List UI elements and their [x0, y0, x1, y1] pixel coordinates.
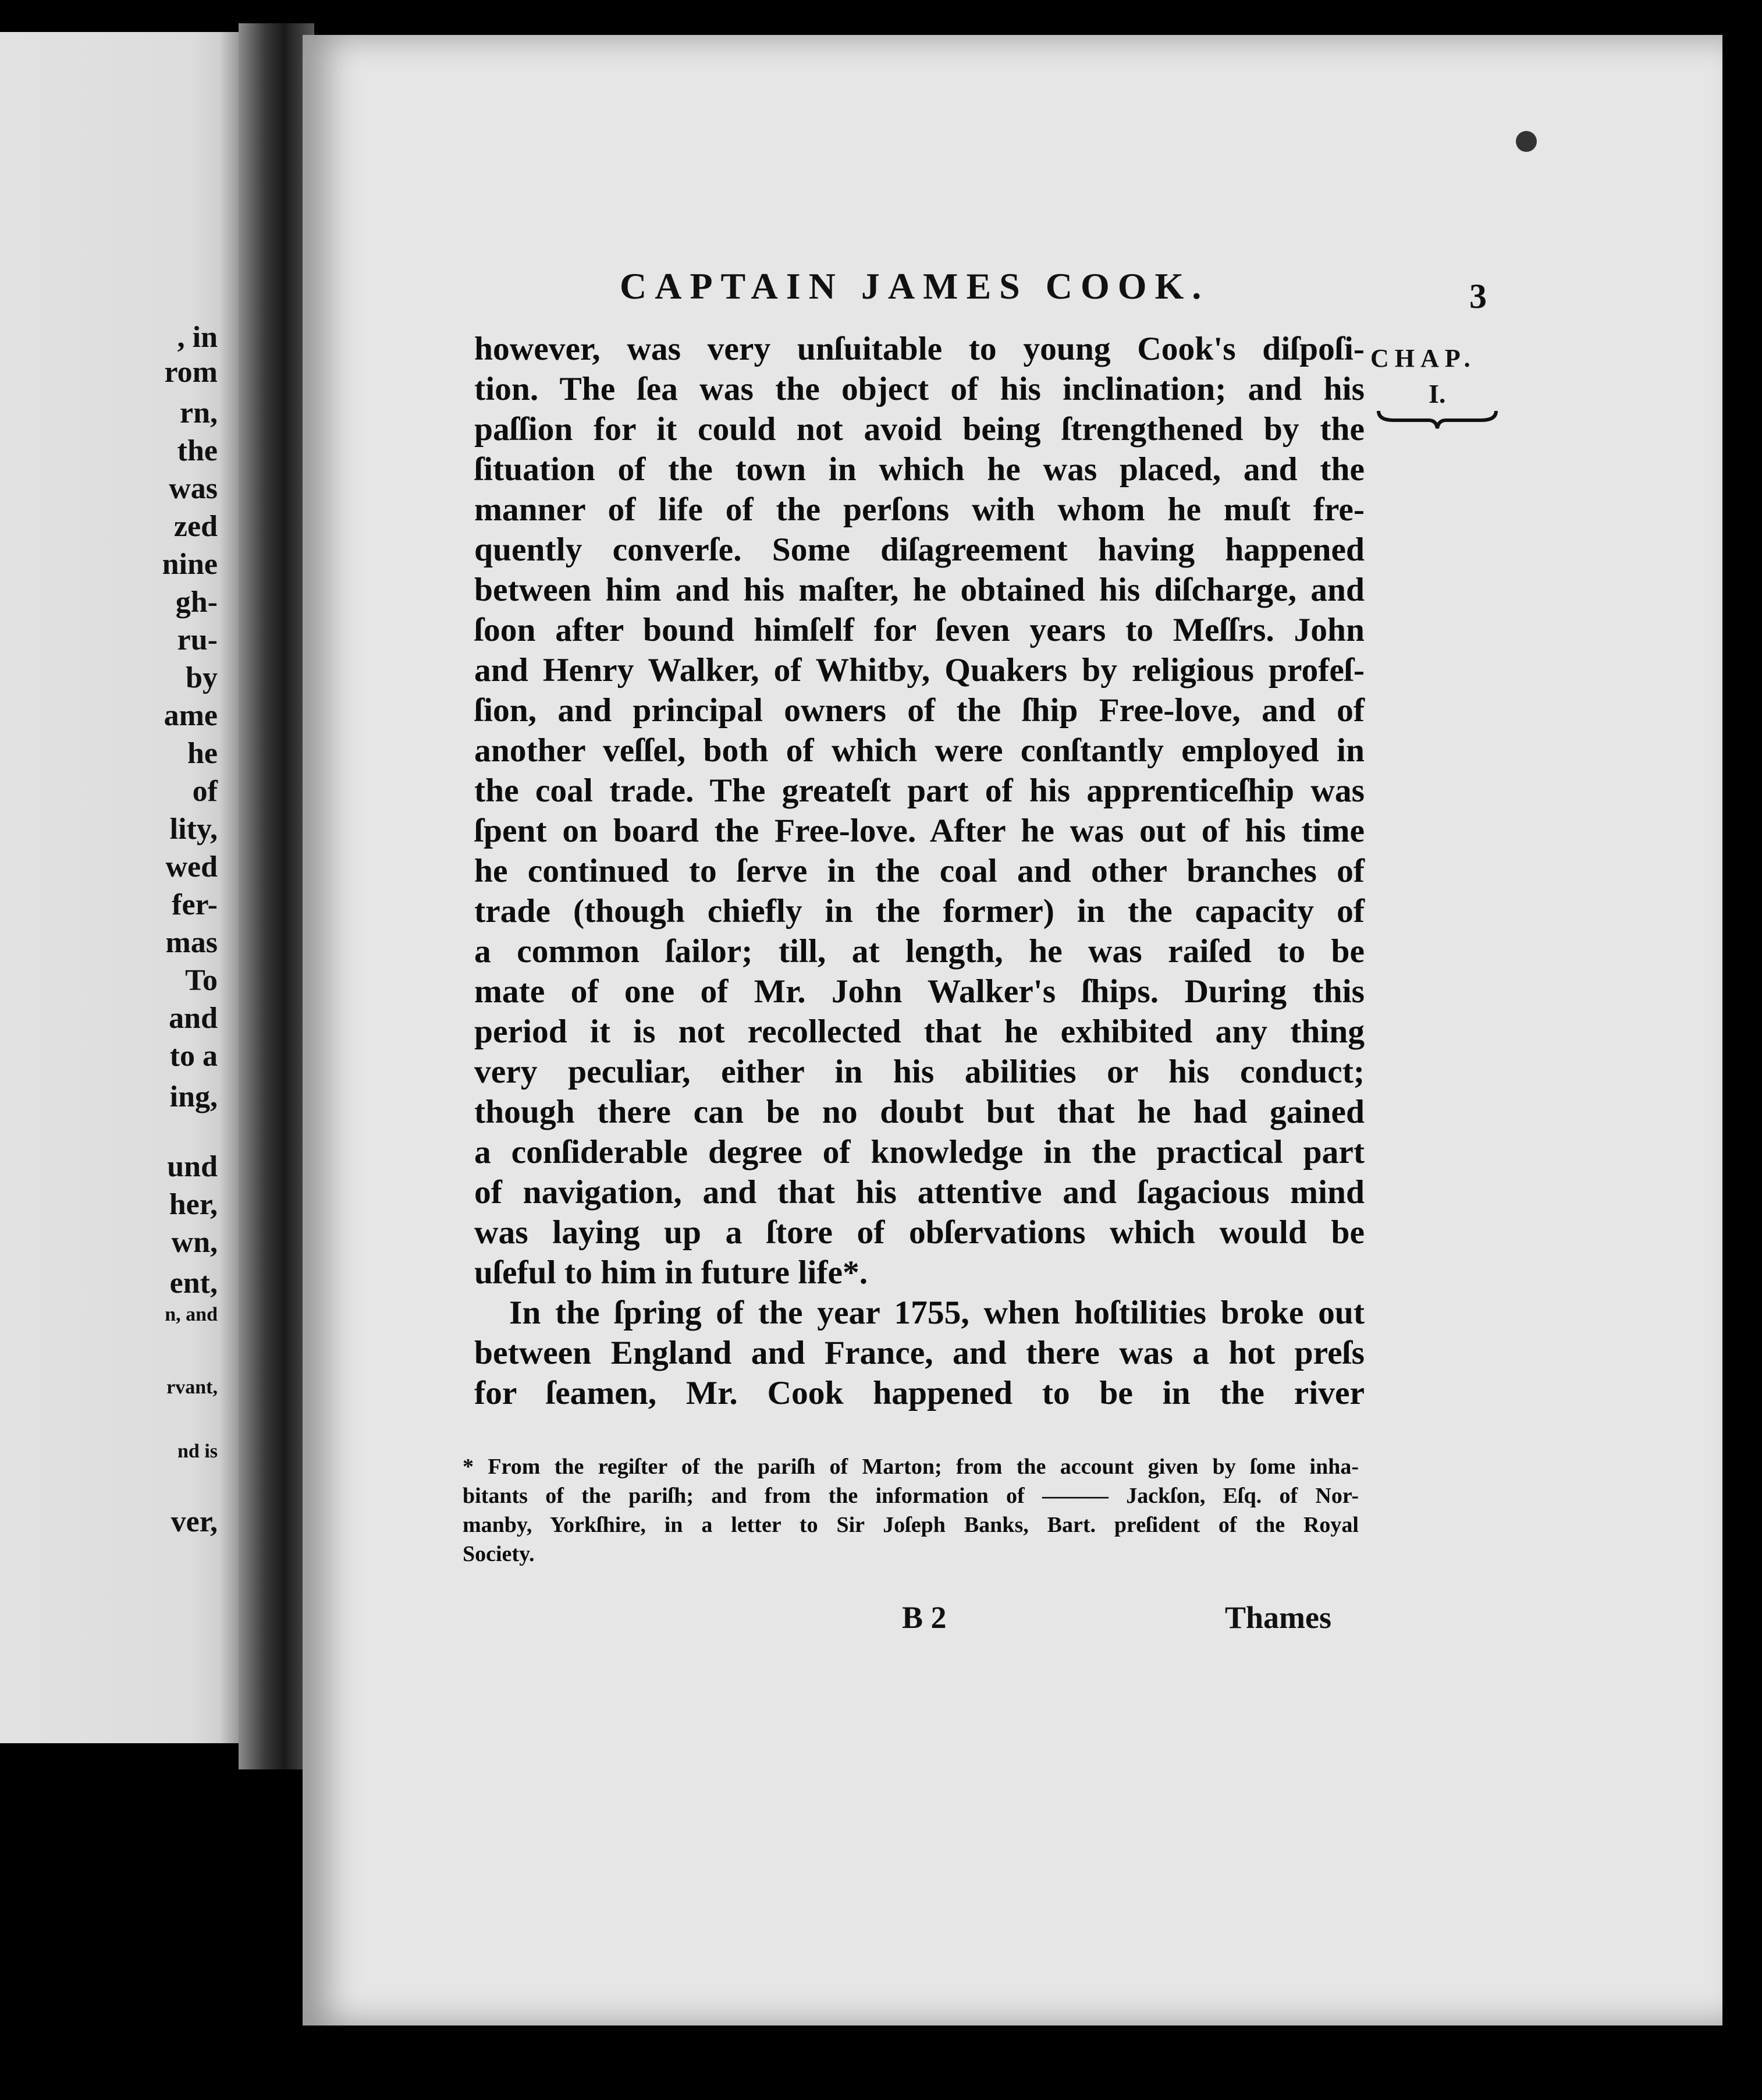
signature-mark: B 2 — [902, 1600, 947, 1635]
body-line: between him and his maſter, he obtained his diſcharge, and — [474, 572, 1365, 608]
previous-page-text — [0, 32, 239, 1743]
body-text — [474, 329, 1365, 1413]
previous-page-line: , in — [177, 321, 218, 354]
body-line: of navigation, and that his attentive and ſagacious mind — [474, 1174, 1365, 1211]
body-line: and Henry Walker, of Whitby, Quakers by religious profeſ- — [474, 652, 1365, 689]
catchword: Thames — [1225, 1600, 1332, 1635]
body-line: ſituation of the town in which he was placed, and the — [474, 451, 1365, 488]
footnote-line: Society. — [463, 1542, 535, 1566]
previous-page-line: rn, — [180, 396, 218, 430]
body-line: ſion, and principal owners of the ſhip Free-love, and of — [474, 692, 1365, 729]
footnote-line: manby, Yorkſhire, in a letter to Sir Joſeph Banks, Bart. preſident of the Royal — [463, 1513, 1359, 1537]
previous-page-line: lity, — [169, 813, 218, 846]
previous-page-line: und — [167, 1150, 218, 1183]
previous-page-line: he — [187, 737, 218, 770]
body-line: though there can be no doubt but that he had gained — [474, 1094, 1365, 1130]
footnote-line: bitants of the pariſh; and from the information of ——— Jackſon, Eſq. of Nor- — [463, 1484, 1359, 1508]
body-line: period it is not recollected that he exhibited any thing — [474, 1013, 1365, 1050]
previous-page-line: wn, — [171, 1226, 218, 1259]
previous-page-line: zed — [173, 510, 218, 543]
book-page — [303, 35, 1722, 2025]
scan-border — [0, 2025, 1762, 2100]
body-line: uſeful to him in future life*. — [474, 1254, 868, 1291]
previous-page-line: was — [169, 472, 218, 505]
body-line: another veſſel, both of which were conſtantly employed in — [474, 732, 1365, 769]
previous-page-line: ent, — [169, 1267, 218, 1300]
body-line: ſoon after bound himſelf for ſeven years to Meſſrs. John — [474, 612, 1365, 648]
body-line: quently converſe. Some diſagreement having happened — [474, 531, 1365, 568]
previous-page-line: nd is — [177, 1441, 218, 1462]
previous-page-line: ame — [164, 699, 218, 732]
previous-page-line: to a — [169, 1040, 218, 1073]
body-line: a common ſailor; till, at length, he was raiſed to be — [474, 933, 1365, 970]
previous-page-line: gh- — [175, 586, 218, 619]
body-line: for ſeamen, Mr. Cook happened to be in the river — [474, 1375, 1365, 1411]
previous-page-line: of — [192, 775, 218, 808]
previous-page-line: mas — [165, 926, 218, 959]
running-head: CAPTAIN JAMES COOK. — [620, 265, 1210, 307]
previous-page-line: the — [177, 434, 218, 467]
body-line: a conſiderable degree of knowledge in the practical part — [474, 1134, 1365, 1170]
previous-page-line: rom — [164, 356, 218, 389]
previous-page-line: by — [186, 661, 218, 694]
body-line: In the ſpring of the year 1755, when hoſtilities broke out — [509, 1294, 1365, 1331]
previous-page-line: wed — [165, 850, 218, 884]
chapter-number: I. — [1429, 379, 1446, 409]
previous-page-line: n, and — [165, 1304, 218, 1325]
body-line: paſſion for it could not avoid being ſtrengthened by the — [474, 411, 1365, 448]
body-line: manner of life of the perſons with whom he muſt fre- — [474, 491, 1365, 528]
previous-page-line: her, — [169, 1188, 218, 1221]
previous-page-line: fer- — [172, 888, 218, 921]
body-line: ſpent on board the Free-love. After he was out of his time — [474, 813, 1365, 849]
previous-page-line: ru- — [177, 623, 218, 657]
footnote-line: * From the regiſter of the pariſh of Marton; from the account given by ſome inha- — [463, 1455, 1359, 1479]
footnote — [463, 1452, 1359, 1569]
body-line: he continued to ſerve in the coal and other branches of — [474, 853, 1365, 889]
previous-page-line: and — [169, 1002, 218, 1035]
chapter-label: CHAP. — [1370, 344, 1476, 373]
body-line: however, was very unſuitable to young Cook's diſpoſi- — [474, 331, 1365, 367]
previous-page-line: To — [185, 964, 218, 997]
previous-page-line: rvant, — [166, 1377, 218, 1398]
previous-page-line: ing, — [169, 1080, 218, 1113]
previous-page-line: nine — [162, 548, 218, 581]
body-line: between England and France, and there was a hot preſs — [474, 1335, 1365, 1371]
body-line: the coal trade. The greateſt part of his apprenticeſhip was — [474, 772, 1365, 809]
ink-spot — [1516, 131, 1537, 152]
previous-page-line: ver, — [170, 1505, 218, 1538]
body-line: tion. The ſea was the object of his inclination; and his — [474, 371, 1365, 407]
body-line: trade (though chiefly in the former) in the capacity of — [474, 893, 1365, 930]
previous-page — [0, 32, 239, 1743]
page-number: 3 — [1469, 277, 1487, 315]
body-line: was laying up a ſtore of obſervations which would be — [474, 1214, 1365, 1251]
brace-ornament — [1376, 407, 1498, 431]
body-line: very peculiar, either in his abilities or his conduct; — [474, 1053, 1365, 1090]
body-line: mate of one of Mr. John Walker's ſhips. During this — [474, 973, 1365, 1010]
